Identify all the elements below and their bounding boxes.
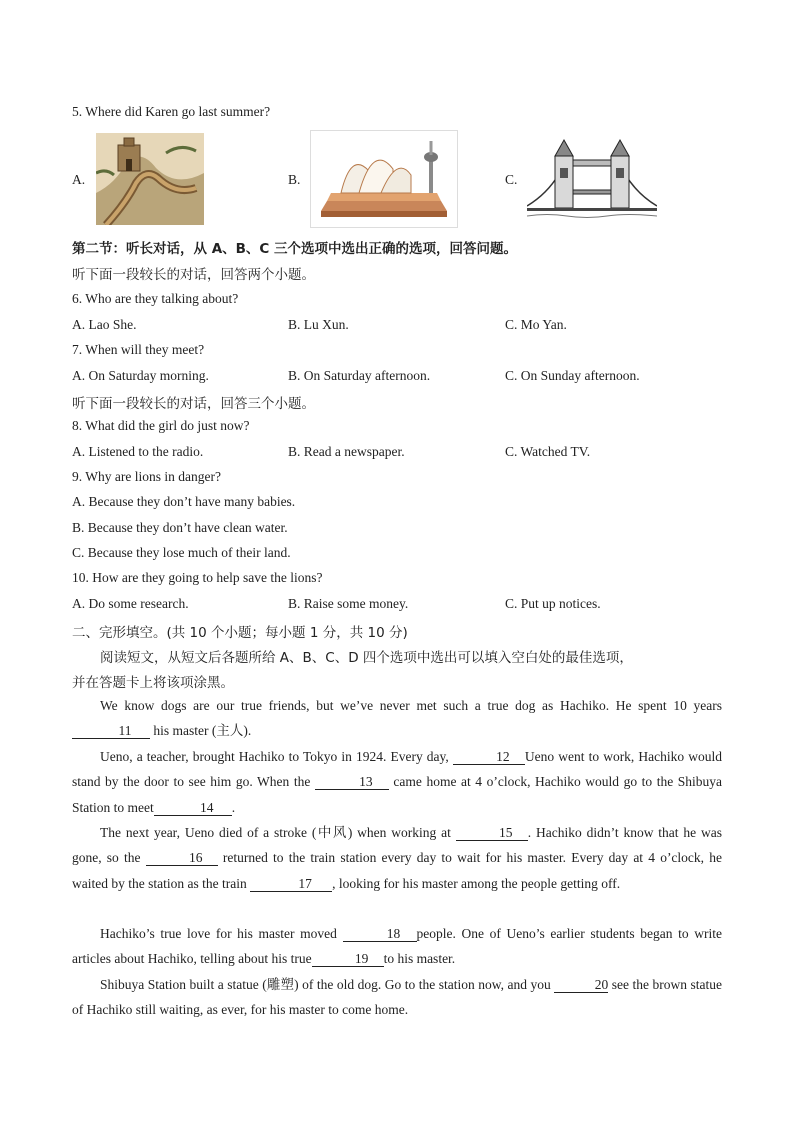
cloze-text: The next year, Ueno died of a stroke (中风) when working at xyxy=(100,825,456,840)
cloze-text: Ueno, a teacher, brought Hachiko to Tokyo in 1924. Every day, xyxy=(100,749,453,764)
cloze-paragraph-1 xyxy=(72,693,722,744)
cloze-text: see the brown statue of Hachiko still waiting, as ever, for his master to come home. xyxy=(72,977,722,1018)
q8-option-a: A. Listened to the radio. xyxy=(72,444,204,459)
cloze-text: . xyxy=(231,799,236,815)
q7-option-c: C. On Sunday afternoon. xyxy=(505,368,640,383)
blank-12: 12 xyxy=(453,749,525,765)
q6-option-c: C. Mo Yan. xyxy=(505,317,567,332)
cloze-text: We know dogs are our true friends, but we’ve never met such a true dog as Hachiko. He spent 10 years xyxy=(100,698,722,713)
q9-option-c: C. Because they lose much of their land. xyxy=(72,545,291,560)
q10-option-b: B. Raise some money. xyxy=(288,596,409,611)
q9-option-b: B. Because they don’t have clean water. xyxy=(72,520,288,535)
cloze-paragraph-5 xyxy=(72,972,722,1023)
q8-option-c: C. Watched TV. xyxy=(505,444,591,459)
q7-question: 7. When will they meet? xyxy=(72,342,205,357)
blank-14: 14 xyxy=(154,800,232,816)
q9-question: 9. Why are lions in danger? xyxy=(72,469,221,484)
blank-15: 15 xyxy=(456,825,528,841)
cloze-text: . Hachiko didn’t know that he was gone, so the xyxy=(72,825,722,866)
q10-question: 10. How are they going to help save the lions? xyxy=(72,570,323,585)
tower-bridge-picture xyxy=(527,134,657,222)
q6-option-a: A. Lao She. xyxy=(72,317,137,332)
blank-17: 17 xyxy=(250,876,332,892)
blank-13: 13 xyxy=(315,774,389,790)
q6-question: 6. Who are they talking about? xyxy=(72,291,239,306)
cloze-instruction-line-2: 并在答题卡上将该项涂黑。 xyxy=(72,675,234,691)
cloze-text: his master (主人). xyxy=(150,723,252,739)
cloze-text: to his master. xyxy=(383,951,456,967)
cloze-heading: 二、完形填空。(共 10 个小题；每小题 1 分，共 10 分) xyxy=(72,625,408,641)
blank-11: 11 xyxy=(72,723,150,739)
q5-option-c-label: C. xyxy=(505,172,518,187)
q7-option-b: B. On Saturday afternoon. xyxy=(288,368,431,383)
cloze-paragraph-2 xyxy=(72,744,722,820)
q7-option-a: A. On Saturday morning. xyxy=(72,368,209,383)
sydney-opera-house-picture xyxy=(310,130,458,228)
cloze-text: people. One of Ueno’s earlier students began to write articles about Hachiko, telling about his true xyxy=(72,926,722,967)
blank-19: 19 xyxy=(312,951,384,967)
cloze-text: Ueno went to work, Hachiko would stand by the door to see him go. When the xyxy=(72,749,722,790)
q6-option-b: B. Lu Xun. xyxy=(288,317,349,332)
cloze-text: Shibuya Station built a statue (雕塑) of the old dog. Go to the station now, and you xyxy=(100,977,555,992)
cloze-paragraph-3 xyxy=(72,820,722,896)
blank-16: 16 xyxy=(146,850,218,866)
blank-18: 18 xyxy=(343,926,417,942)
q9-option-a: A. Because they don’t have many babies. xyxy=(72,494,296,509)
q8-option-b: B. Read a newspaper. xyxy=(288,444,405,459)
q5-option-a-label: A. xyxy=(72,172,86,187)
section-2-heading: 第二节：听长对话，从 A、B、C 三个选项中选出正确的选项，回答问题。 xyxy=(72,241,518,257)
cloze-text: came home at 4 o’clock, Hachiko would go to the Shibuya Station to meet xyxy=(72,774,723,815)
q10-option-a: A. Do some research. xyxy=(72,596,189,611)
q5-option-b-label: B. xyxy=(288,172,301,187)
blank-20: 20 xyxy=(554,977,608,993)
cloze-text: Hachiko’s true love for his master moved xyxy=(100,926,343,941)
q10-option-c: C. Put up notices. xyxy=(505,596,601,611)
dialogue-intro-1: 听下面一段较长的对话，回答两个小题。 xyxy=(72,267,315,283)
q8-question: 8. What did the girl do just now? xyxy=(72,418,250,433)
great-wall-picture xyxy=(96,133,204,225)
q5-question: 5. Where did Karen go last summer? xyxy=(72,104,271,119)
cloze-paragraph-4 xyxy=(72,921,722,972)
cloze-text: , looking for his master among the people getting off. xyxy=(332,875,621,891)
dialogue-intro-2: 听下面一段较长的对话，回答三个小题。 xyxy=(72,396,315,412)
cloze-instruction-line-1: 阅读短文，从短文后各题所给 A、B、C、D 四个选项中选出可以填入空白处的最佳选项， xyxy=(100,650,633,666)
cloze-text: returned to the train station every day to wait for his master. Every day at 4 o’clock, he waited by the station as the train xyxy=(72,850,722,891)
